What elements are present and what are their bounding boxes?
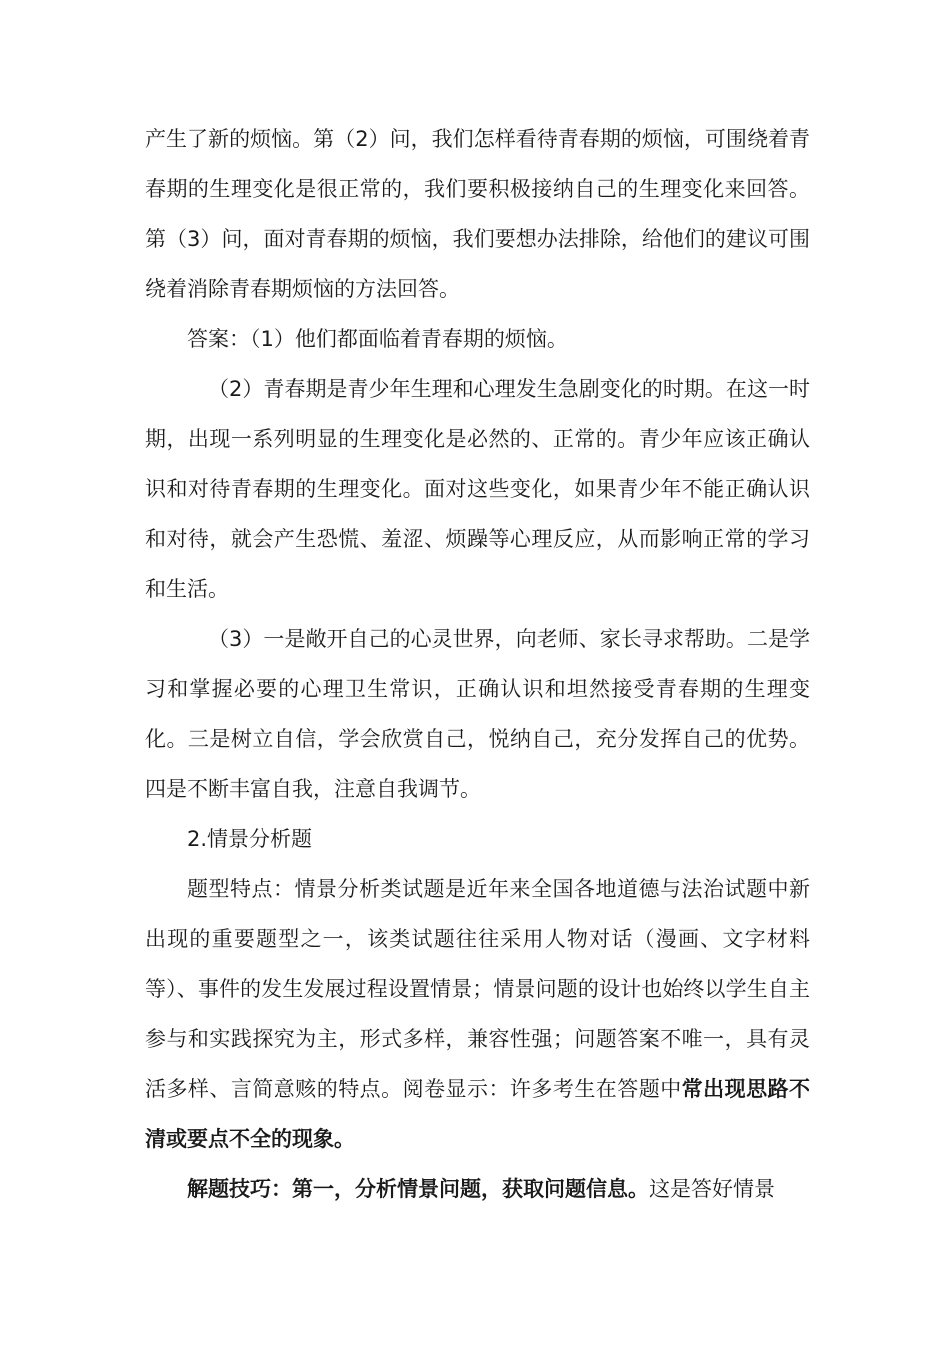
tips-text: 这是答好情景 (649, 1177, 775, 1201)
paragraph-answer-3: （3）一是敞开自己的心灵世界，向老师、家长寻求帮助。二是学习和掌握必要的心理卫生常识，正确认识和坦然接受青春期的生理变化。三是树立自信，学会欣赏自己，悦纳自己，充分发挥自己的优势。四是不断丰富自我，注意自我调节。 (145, 627, 810, 801)
features-text: 题型特点：情景分析类试题是近年来全国各地道德与法治试题中新出现的重要题型之一，该类试题往往采用人物对话（漫画、文字材料等）、事件的发生发展过程设置情景；情景问题的设计也始终以学生自主参与和实践探究为主，形式多样，兼容性强；问题答案不唯一，具有灵活多样、言简意赅的特点。阅卷显示：许多考生在答题中 (145, 877, 810, 1101)
paragraph-question-type-features (145, 864, 810, 1164)
features-emphasis: 常出现思路不清或要点不全的现象。 (145, 1077, 811, 1151)
section-heading-scenario-analysis: 2.情景分析题 (187, 827, 313, 851)
paragraph-analysis-continued: 产生了新的烦恼。第（2）问，我们怎样看待青春期的烦恼，可围绕着青春期的生理变化是很正常的，我们要积极接纳自己的生理变化来回答。第（3）问，面对青春期的烦恼，我们要想办法排除，给他们的建议可围绕着消除青春期烦恼的方法回答。 (145, 127, 810, 301)
paragraph-answer-2: （2）青春期是青少年生理和心理发生急剧变化的时期。在这一时期，出现一系列明显的生理变化是必然的、正常的。青少年应该正确认识和对待青春期的生理变化。面对这些变化，如果青少年不能正确认识和对待，就会产生恐慌、羞涩、烦躁等心理反应，从而影响正常的学习和生活。 (145, 377, 810, 601)
document-body (145, 114, 810, 1214)
paragraph-answer-1: 答案：（1）他们都面临着青春期的烦恼。 (187, 327, 568, 351)
paragraph-solving-tips (145, 1164, 810, 1214)
tips-emphasis: 解题技巧：第一，分析情景问题，获取问题信息。 (187, 1177, 649, 1201)
